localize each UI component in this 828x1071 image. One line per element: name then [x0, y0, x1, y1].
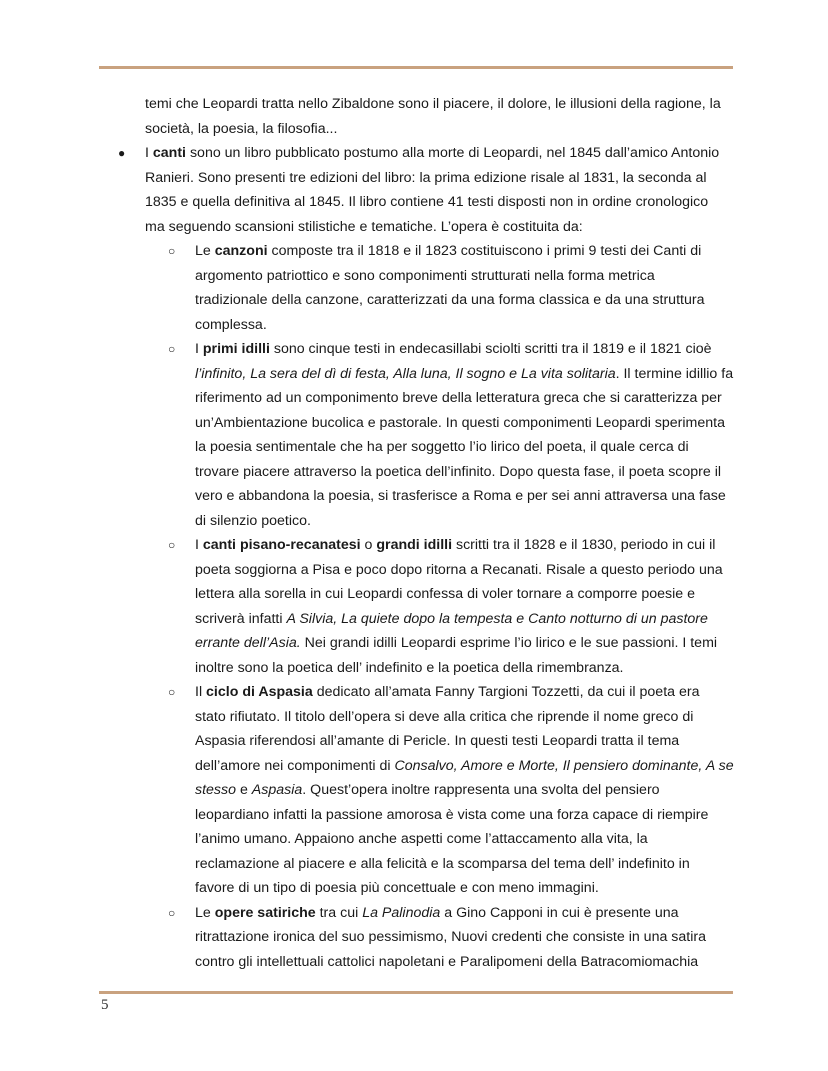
paragraph-line: l’infinito, La sera del dì di festa, Alla luna, Il sogno e La vita solitaria. Il termine idillio fa [195, 365, 734, 382]
paragraph-line: tradizionale della canzone, caratterizzati da una forma classica e da una struttura [195, 292, 705, 308]
paragraph-line: Aspasia riferendosi all’amante di Pericle. In questi testi Leopardi tratta il tema [195, 733, 680, 749]
paragraph-line: società, la poesia, la filosofia... [145, 120, 338, 137]
paragraph-line: complessa. [195, 316, 267, 333]
paragraph-line: errante dell’Asia. Nei grandi idilli Leopardi esprime l’io lirico e le sue passioni. I temi [195, 635, 718, 651]
page-number: 5 [101, 997, 109, 1013]
paragraph-line: ma seguendo scansioni stilistiche e tematiche. L’opera è costituita da: [145, 218, 583, 235]
paragraph-line: un’Ambientazione bucolica e pastorale. In questi componimenti Leopardi sperimenta [195, 414, 725, 431]
paragraph-line: l’animo umano. Appaiono anche aspetti come l’attaccamento alla vita, la [195, 831, 648, 847]
paragraph-line: favore di un tipo di poesia più concettuale e con meno immagini. [195, 880, 599, 896]
bullet-circle-icon: ○ [168, 905, 176, 920]
primi-idilli-item: I primi idilli sono cinque testi in endecasillabi sciolti scritti tra il 1819 e il 1821 cioè [195, 341, 712, 357]
paragraph-line: lettera alla sorella in cui Leopardi confessa di voler tornare a comporre poesie e [195, 586, 695, 602]
header-divider [99, 66, 733, 69]
paragraph-line: la poesia sentimentale che ha per soggetto l’io lirico del poeta, il quale cerca di [195, 439, 689, 455]
paragraph-line: poeta soggiorna a Pisa e poco dopo ritorna a Recanati. Risale a questo periodo una [195, 561, 723, 578]
paragraph-line: riferimento ad un componimento breve della letteratura greca che si caratterizza per [195, 390, 722, 406]
canzoni-item: Le canzoni composte tra il 1818 e il 1823 costituiscono i primi 9 testi dei Canti di [195, 243, 702, 259]
footer-divider [99, 991, 733, 994]
bullet-circle-icon: ○ [168, 244, 176, 258]
bullet-circle-icon: ○ [168, 538, 176, 552]
paragraph-line: vero e abbandona la poesia, si trasferisce a Roma e per sei anni attraversa una fase [195, 488, 726, 504]
paragraph-line: ritrattazione ironica del suo pessimismo, Nuovi credenti che consiste in una satira [195, 929, 706, 945]
paragraph-line: leopardiano infatti la passione amorosa è vista come una forza capace di riempire [195, 806, 709, 823]
paragraph-line: contro gli intellettuali cattolici napoletani e Paralipomeni della Batracomiomachia [195, 953, 699, 970]
paragraph-line: dell’amore nei componimenti di Consalvo, Amore e Morte, Il pensiero dominante, A se [195, 757, 734, 774]
paragraph-line: inoltre sono la poetica dell’ indefinito e la poetica della rimembranza. [195, 659, 624, 676]
opere-satiriche-item: Le opere satiriche tra cui La Palinodia a Gino Capponi in cui è presente una [195, 904, 679, 921]
bullet-circle-icon: ○ [168, 342, 176, 356]
paragraph-line: Ranieri. Sono presenti tre edizioni del libro: la prima edizione risale al 1831, la seconda al [145, 169, 707, 186]
paragraph-line: stesso e Aspasia. Quest’opera inoltre rappresenta una svolta del pensiero [195, 782, 660, 798]
paragraph-line: temi che Leopardi tratta nello Zibaldone sono il piacere, il dolore, le illusioni della ragione, la [145, 96, 721, 112]
grandi-idilli-item: I canti pisano-recanatesi o grandi idilli scritti tra il 1828 e il 1830, periodo in cui il [195, 537, 716, 553]
paragraph-line: scriverà infatti A Silvia, La quiete dopo la tempesta e Canto notturno di un pastore [195, 610, 708, 627]
aspasia-item: Il ciclo di Aspasia dedicato all’amata Fanny Targioni Tozzetti, da cui il poeta era [195, 684, 700, 700]
canti-item: I canti sono un libro pubblicato postumo alla morte di Leopardi, nel 1845 dall’amico Antonio [145, 145, 720, 161]
paragraph-line: argomento patriottico e sono componimenti strutturati nella forma metrica [195, 267, 655, 284]
paragraph-line: trovare piacere attraverso la poetica dell’infinito. Dopo questa fase, il poeta scopre il [195, 463, 722, 480]
paragraph-line: stato rifiutato. Il titolo dell’opera si deve alla critica che riprende il nome greco di [195, 708, 694, 725]
bullet-disc-icon: ● [118, 146, 126, 160]
bullet-circle-icon: ○ [168, 685, 176, 699]
paragraph-line: 1835 e quella definitiva al 1845. Il libro contiene 41 testi disposti non in ordine cronologico [145, 194, 709, 210]
paragraph-line: reclamazione al piacere e alla felicità e la scomparsa del tema dell’ indefinito in [195, 855, 690, 872]
paragraph-line: di silenzio poetico. [195, 512, 311, 529]
